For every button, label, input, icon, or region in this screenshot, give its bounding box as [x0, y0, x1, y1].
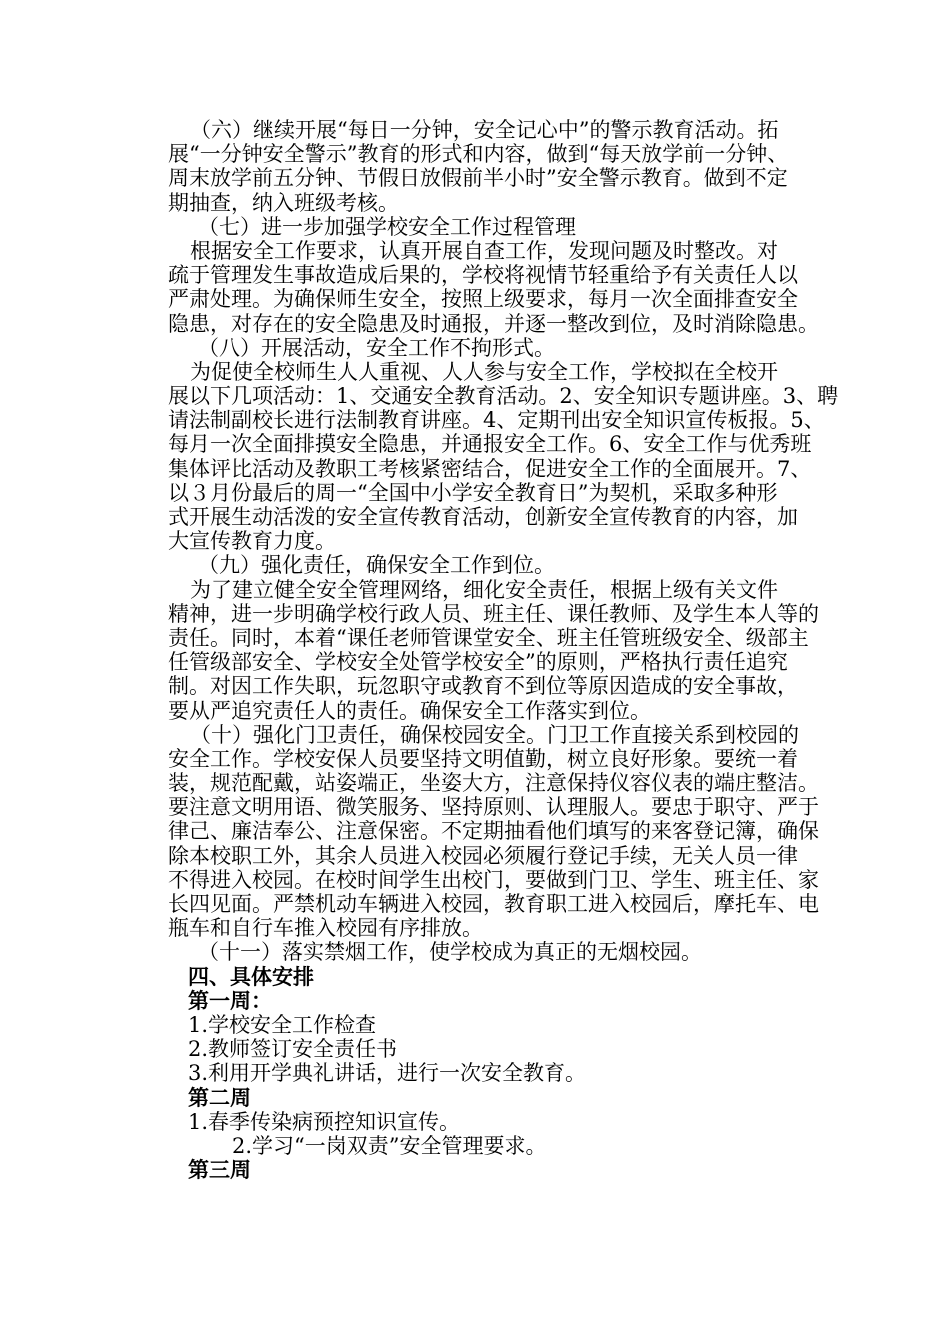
text-line: 不得进入校园。在校时间学生出校门，要做到门卫、学生、班主任、家: [168, 867, 819, 892]
section-heading: （九）强化责任，确保安全工作到位。: [198, 553, 555, 578]
text-line: 大宣传教育力度。: [168, 529, 336, 554]
list-item: 2.教师签订安全责任书: [188, 1037, 398, 1062]
text-line: 装，规范配戴，站姿端正，坐姿大方，注意保持仪容仪表的端庄整洁。: [168, 771, 819, 796]
text-line: 长四见面。严禁机动车辆进入校园，教育职工进入校园后，摩托车、电: [168, 892, 819, 916]
document-body: [168, 118, 839, 1183]
section-heading: （七）进一步加强学校安全工作过程管理: [198, 214, 576, 239]
week-heading: 第三周: [188, 1157, 251, 1183]
text-line: 根据安全工作要求，认真开展自查工作，发现问题及时整改。对: [190, 238, 778, 263]
text-line: 瓶车和自行车推入校园有序排放。: [168, 916, 483, 941]
text-line: （六）继续开展“每日一分钟，安全记心中”的警示教育活动。拓: [190, 118, 779, 142]
text-line: 以３月份最后的周一“全国中小学安全教育日”为契机，采取多种形: [168, 480, 778, 505]
text-line: 展以下几项活动：1、交通安全教育活动。2、安全知识专题讲座。3、聘: [168, 384, 839, 409]
text-line: 隐患，对存在的安全隐患及时通报，并逐一整改到位，及时消除隐患。: [168, 311, 819, 336]
week-heading: 第二周: [188, 1084, 251, 1110]
text-line: 为了建立健全安全管理网络，细化安全责任，根据上级有关文件: [190, 577, 778, 602]
text-line: 集体评比活动及教职工考核紧密结合，促进安全工作的全面展开。7、: [168, 456, 812, 481]
text-line: 要注意文明用语、微笑服务、坚持原则、认理服人。要忠于职守、严于: [168, 795, 819, 820]
text-line: 每月一次全面排摸安全隐患，并通报安全工作。6、安全工作与优秀班: [168, 432, 812, 457]
week-heading: 第一周：: [188, 987, 272, 1013]
text-line: 除本校职工外，其余人员进入校园必须履行登记手续，无关人员一律: [168, 843, 798, 868]
list-item: 3.利用开学典礼讲话，进行一次安全教育。: [188, 1061, 587, 1086]
section-heading: （十一）落实禁烟工作，使学校成为真正的无烟校园。: [198, 940, 702, 965]
text-line: 疏于管理发生事故造成后果的，学校将视情节轻重给予有关责任人以: [168, 263, 798, 288]
text-line: 期抽查，纳入班级考核。: [168, 190, 399, 215]
text-line: 制。对因工作失职，玩忽职守或教育不到位等原因造成的安全事故，: [168, 674, 798, 699]
text-line: 安全工作。学校安保人员要坚持文明值勤，树立良好形象。要统一着: [168, 746, 798, 771]
list-item: 1.学校安全工作检查: [188, 1012, 377, 1037]
text-line: 周末放学前五分钟、节假日放假前半小时”安全警示教育。做到不定: [168, 166, 788, 191]
text-line: 式开展生动活泼的安全宣传教育活动，创新安全宣传教育的内容，加: [168, 505, 798, 529]
text-line: 展“一分钟安全警示”教育的形式和内容，做到“每天放学前一分钟、: [168, 142, 789, 167]
chapter-heading: 四、具体安排: [188, 963, 314, 989]
section-heading: （八）开展活动，安全工作不拘形式。: [198, 335, 555, 360]
text-line: 要从严追究责任人的责任。确保安全工作落实到位。: [168, 698, 651, 723]
text-line: 律己、廉洁奉公、注意保密。不定期抽看他们填写的来客登记簿，确保: [168, 819, 819, 844]
text-line: 为促使全校师生人人重视、人人参与安全工作，学校拟在全校开: [190, 359, 778, 384]
text-line: 责任。同时，本着“课任老师管课堂安全、班主任管班级安全、级部主: [168, 625, 809, 650]
list-item: 1.春季传染病预控知识宣传。: [188, 1109, 461, 1134]
text-line: 请法制副校长进行法制教育讲座。4、定期刊出安全知识宣传板报。5、: [168, 408, 825, 433]
text-line: 任管级部安全、学校安全处管学校安全”的原则，严格执行责任追究: [168, 650, 788, 675]
list-item: 2.学习“一岗双责”安全管理要求。: [232, 1133, 547, 1158]
text-line: 严肃处理。为确保师生安全，按照上级要求，每月一次全面排查安全: [168, 287, 798, 312]
section-heading: （十）强化门卫责任，确保校园安全。门卫工作直接关系到校园的: [190, 722, 799, 747]
text-line: 精神，进一步明确学校行政人员、班主任、课任教师、及学生本人等的: [168, 601, 819, 626]
